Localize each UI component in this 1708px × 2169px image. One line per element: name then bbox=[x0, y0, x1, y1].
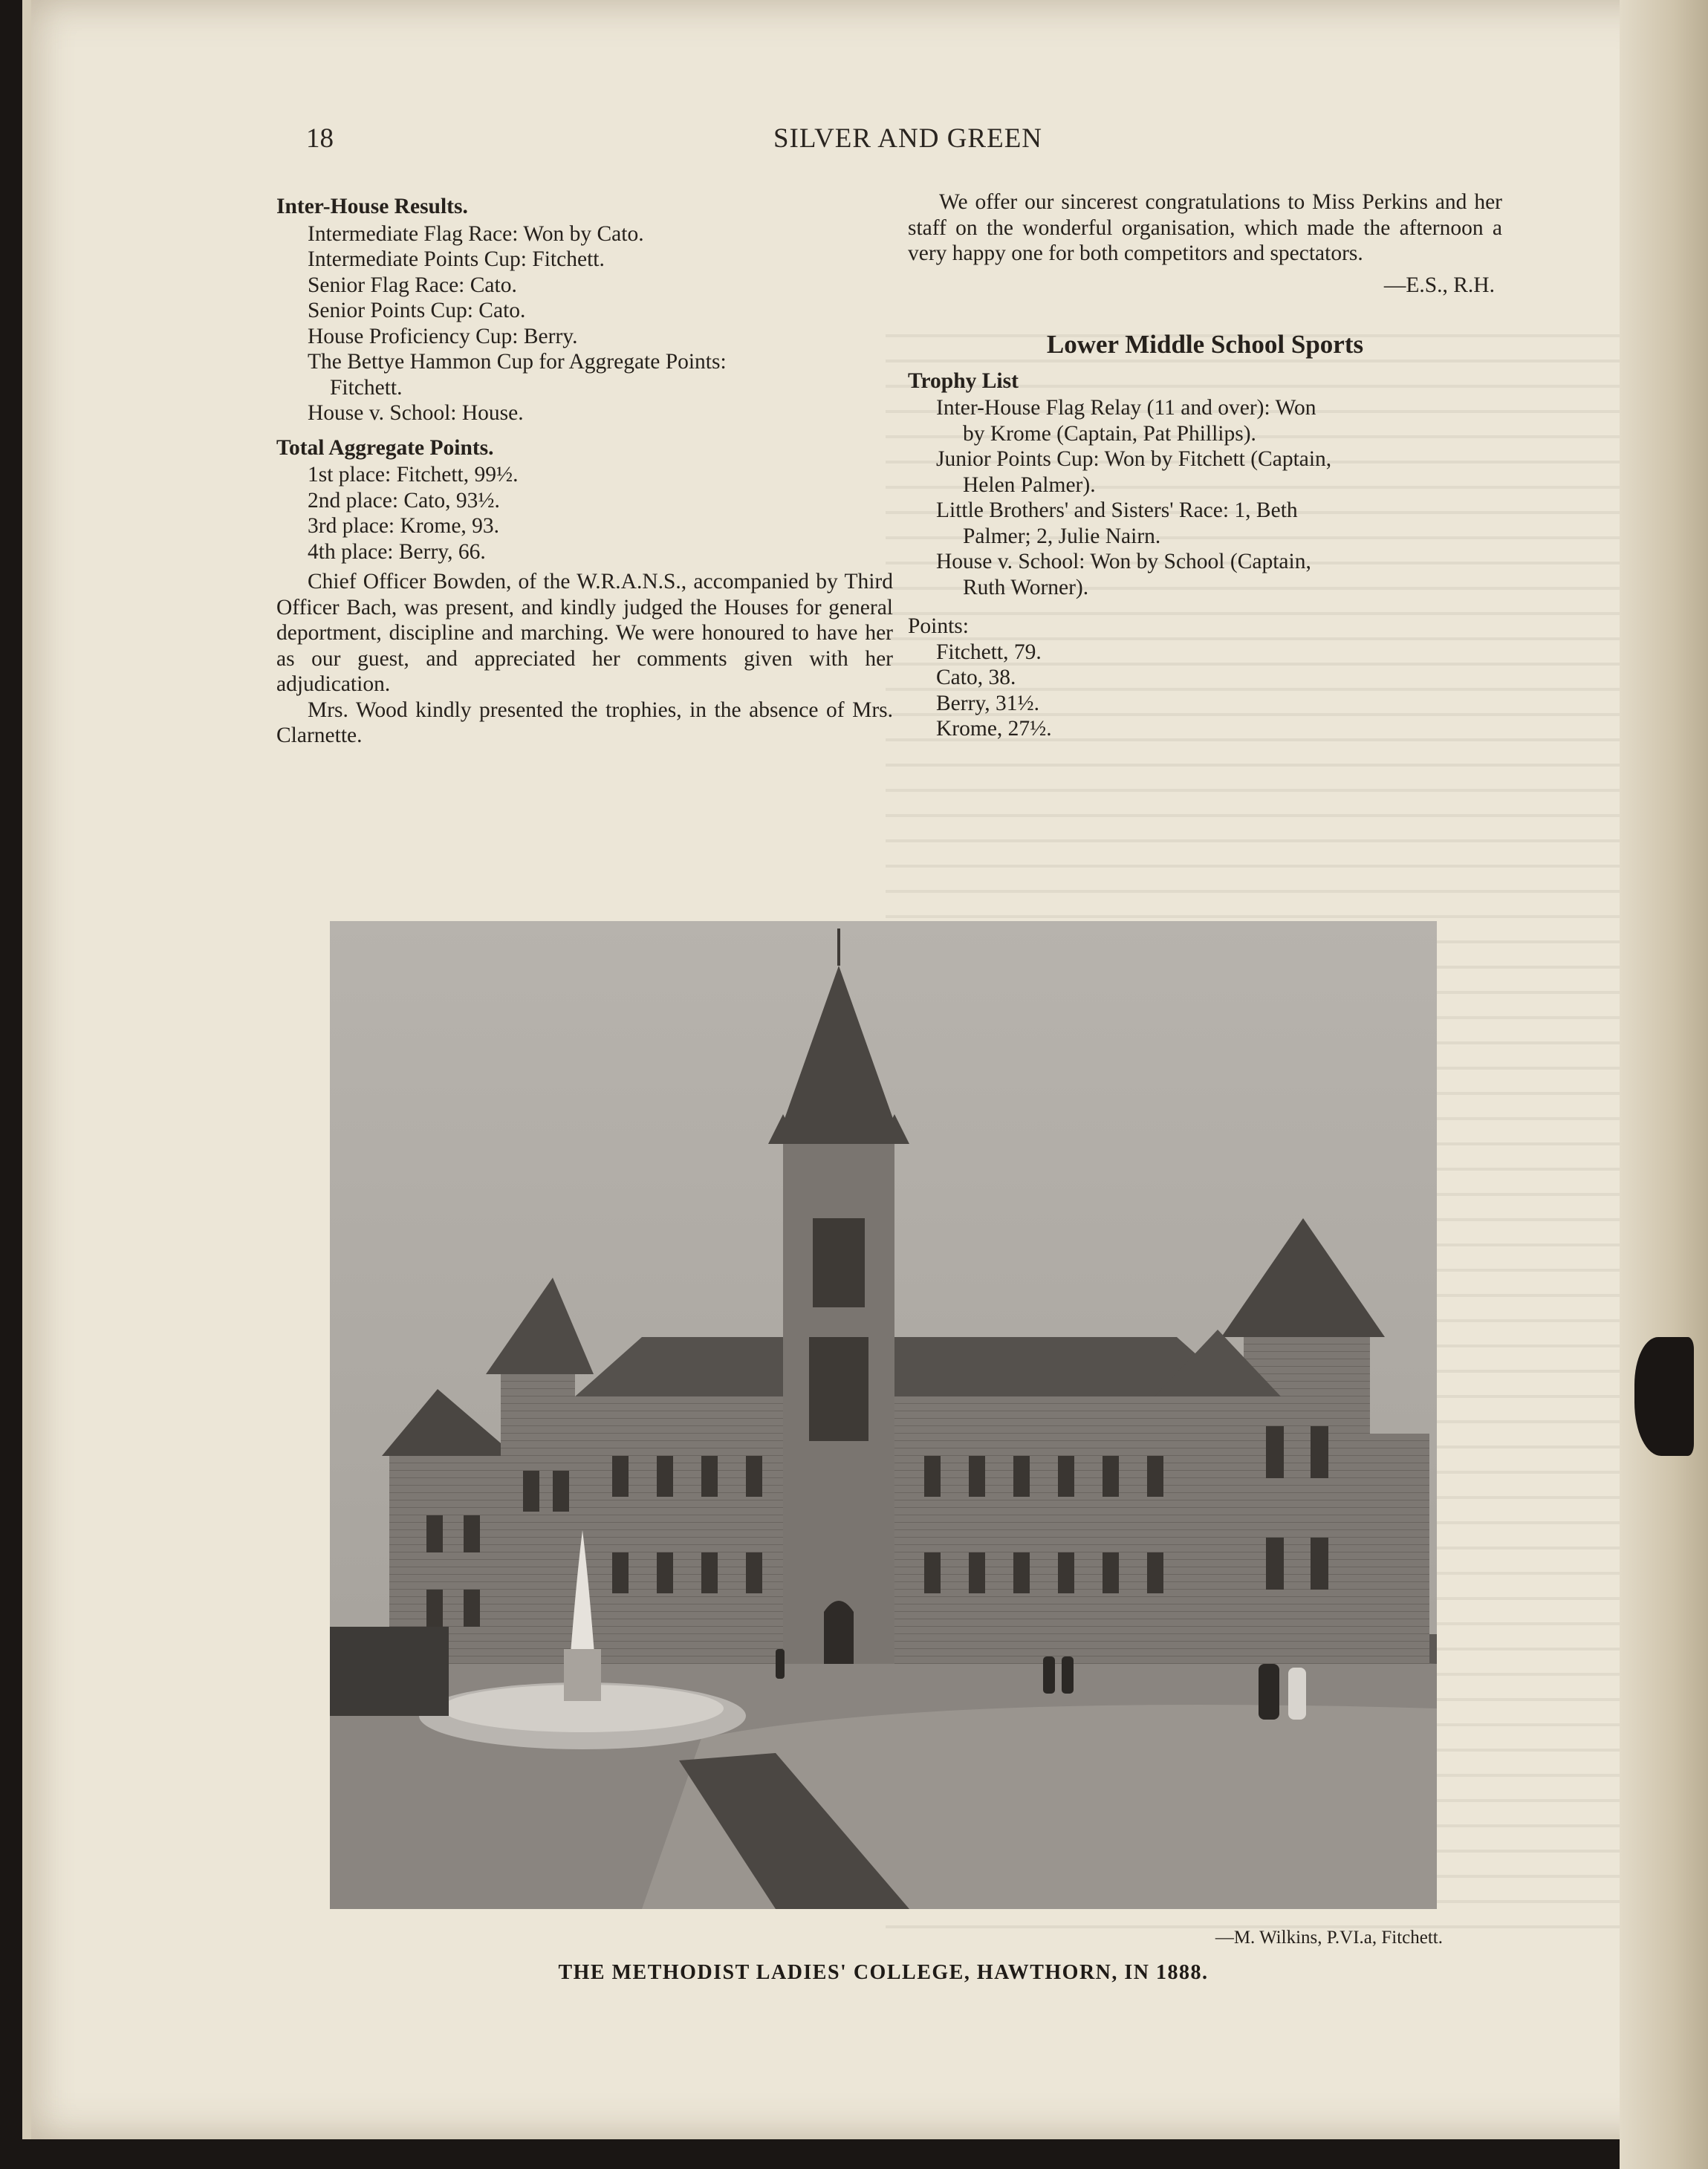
magazine-page bbox=[22, 0, 1692, 2139]
result-line: Senior Points Cup: Cato. bbox=[308, 299, 526, 322]
result-line: House Proficiency Cup: Berry. bbox=[308, 324, 578, 348]
trophy-list-heading: Trophy List bbox=[908, 368, 1019, 393]
judging-paragraph: Chief Officer Bowden, of the W.R.A.N.S., accompanied by Third Officer Bach, was present, and kindly judged the Houses for general deportment, discipline and marching. We were honoured to have her as our guest, and appreciated her comments given with her adjudication. bbox=[276, 570, 893, 696]
congratulations-paragraph: We offer our sincerest congratulations to Miss Perkins and her staff on the wonderful organisation, which made the afternoon a very happy one for both competitors and spectators. bbox=[908, 190, 1502, 265]
illustration-caption: THE METHODIST LADIES' COLLEGE, HAWTHORN, IN 1888. bbox=[558, 1961, 1209, 1984]
aggregate-heading: Total Aggregate Points. bbox=[276, 435, 494, 460]
points-line: Cato, 38. bbox=[936, 666, 1016, 689]
running-head: SILVER AND GREEN bbox=[773, 123, 1043, 154]
left-column bbox=[276, 189, 893, 749]
result-line: Senior Flag Race: Cato. bbox=[308, 273, 517, 297]
page-header bbox=[284, 123, 1532, 160]
trophy-item: Junior Points Cup: Won by Fitchett (Captain, Helen Palmer). bbox=[936, 447, 1332, 497]
right-column bbox=[908, 189, 1502, 742]
placing-line: 4th place: Berry, 66. bbox=[308, 539, 486, 564]
points-line: Berry, 31½. bbox=[936, 691, 1040, 715]
trophy-item: Inter-House Flag Relay (11 and over): Won by Krome (Captain, Pat Phillips). bbox=[936, 396, 1316, 446]
result-line: House v. School: House. bbox=[308, 401, 524, 425]
section-title: Lower Middle School Sports bbox=[1046, 330, 1364, 359]
page-edge bbox=[1620, 0, 1708, 2169]
trophy-item: Little Brothers' and Sisters' Race: 1, Beth Palmer; 2, Julie Nairn. bbox=[936, 498, 1298, 548]
page-tear bbox=[1634, 1337, 1694, 1456]
placing-line: 2nd place: Cato, 93½. bbox=[308, 488, 500, 513]
trophies-paragraph: Mrs. Wood kindly presented the trophies, in the absence of Mrs. Clarnette. bbox=[276, 697, 893, 747]
result-line: Intermediate Flag Race: Won by Cato. bbox=[308, 221, 644, 246]
points-line: Fitchett, 79. bbox=[936, 640, 1042, 664]
signature: —E.S., R.H. bbox=[1383, 273, 1495, 297]
points-line: Krome, 27½. bbox=[936, 717, 1052, 741]
inter-house-heading: Inter-House Results. bbox=[276, 195, 468, 218]
points-heading: Points: bbox=[908, 614, 969, 638]
result-line: The Bettye Hammon Cup for Aggregate Points: bbox=[308, 350, 727, 374]
illustration-credit: —M. Wilkins, P.VI.a, Fitchett. bbox=[1215, 1928, 1443, 1948]
result-line: Fitchett. bbox=[330, 375, 403, 400]
trophy-item: House v. School: Won by School (Captain, Ruth Worner). bbox=[936, 550, 1311, 599]
result-line: Intermediate Points Cup: Fitchett. bbox=[308, 247, 605, 271]
college-illustration bbox=[330, 921, 1437, 1909]
placing-line: 3rd place: Krome, 93. bbox=[308, 514, 500, 538]
placing-line: 1st place: Fitchett, 99½. bbox=[308, 463, 519, 487]
page-number: 18 bbox=[306, 123, 334, 154]
